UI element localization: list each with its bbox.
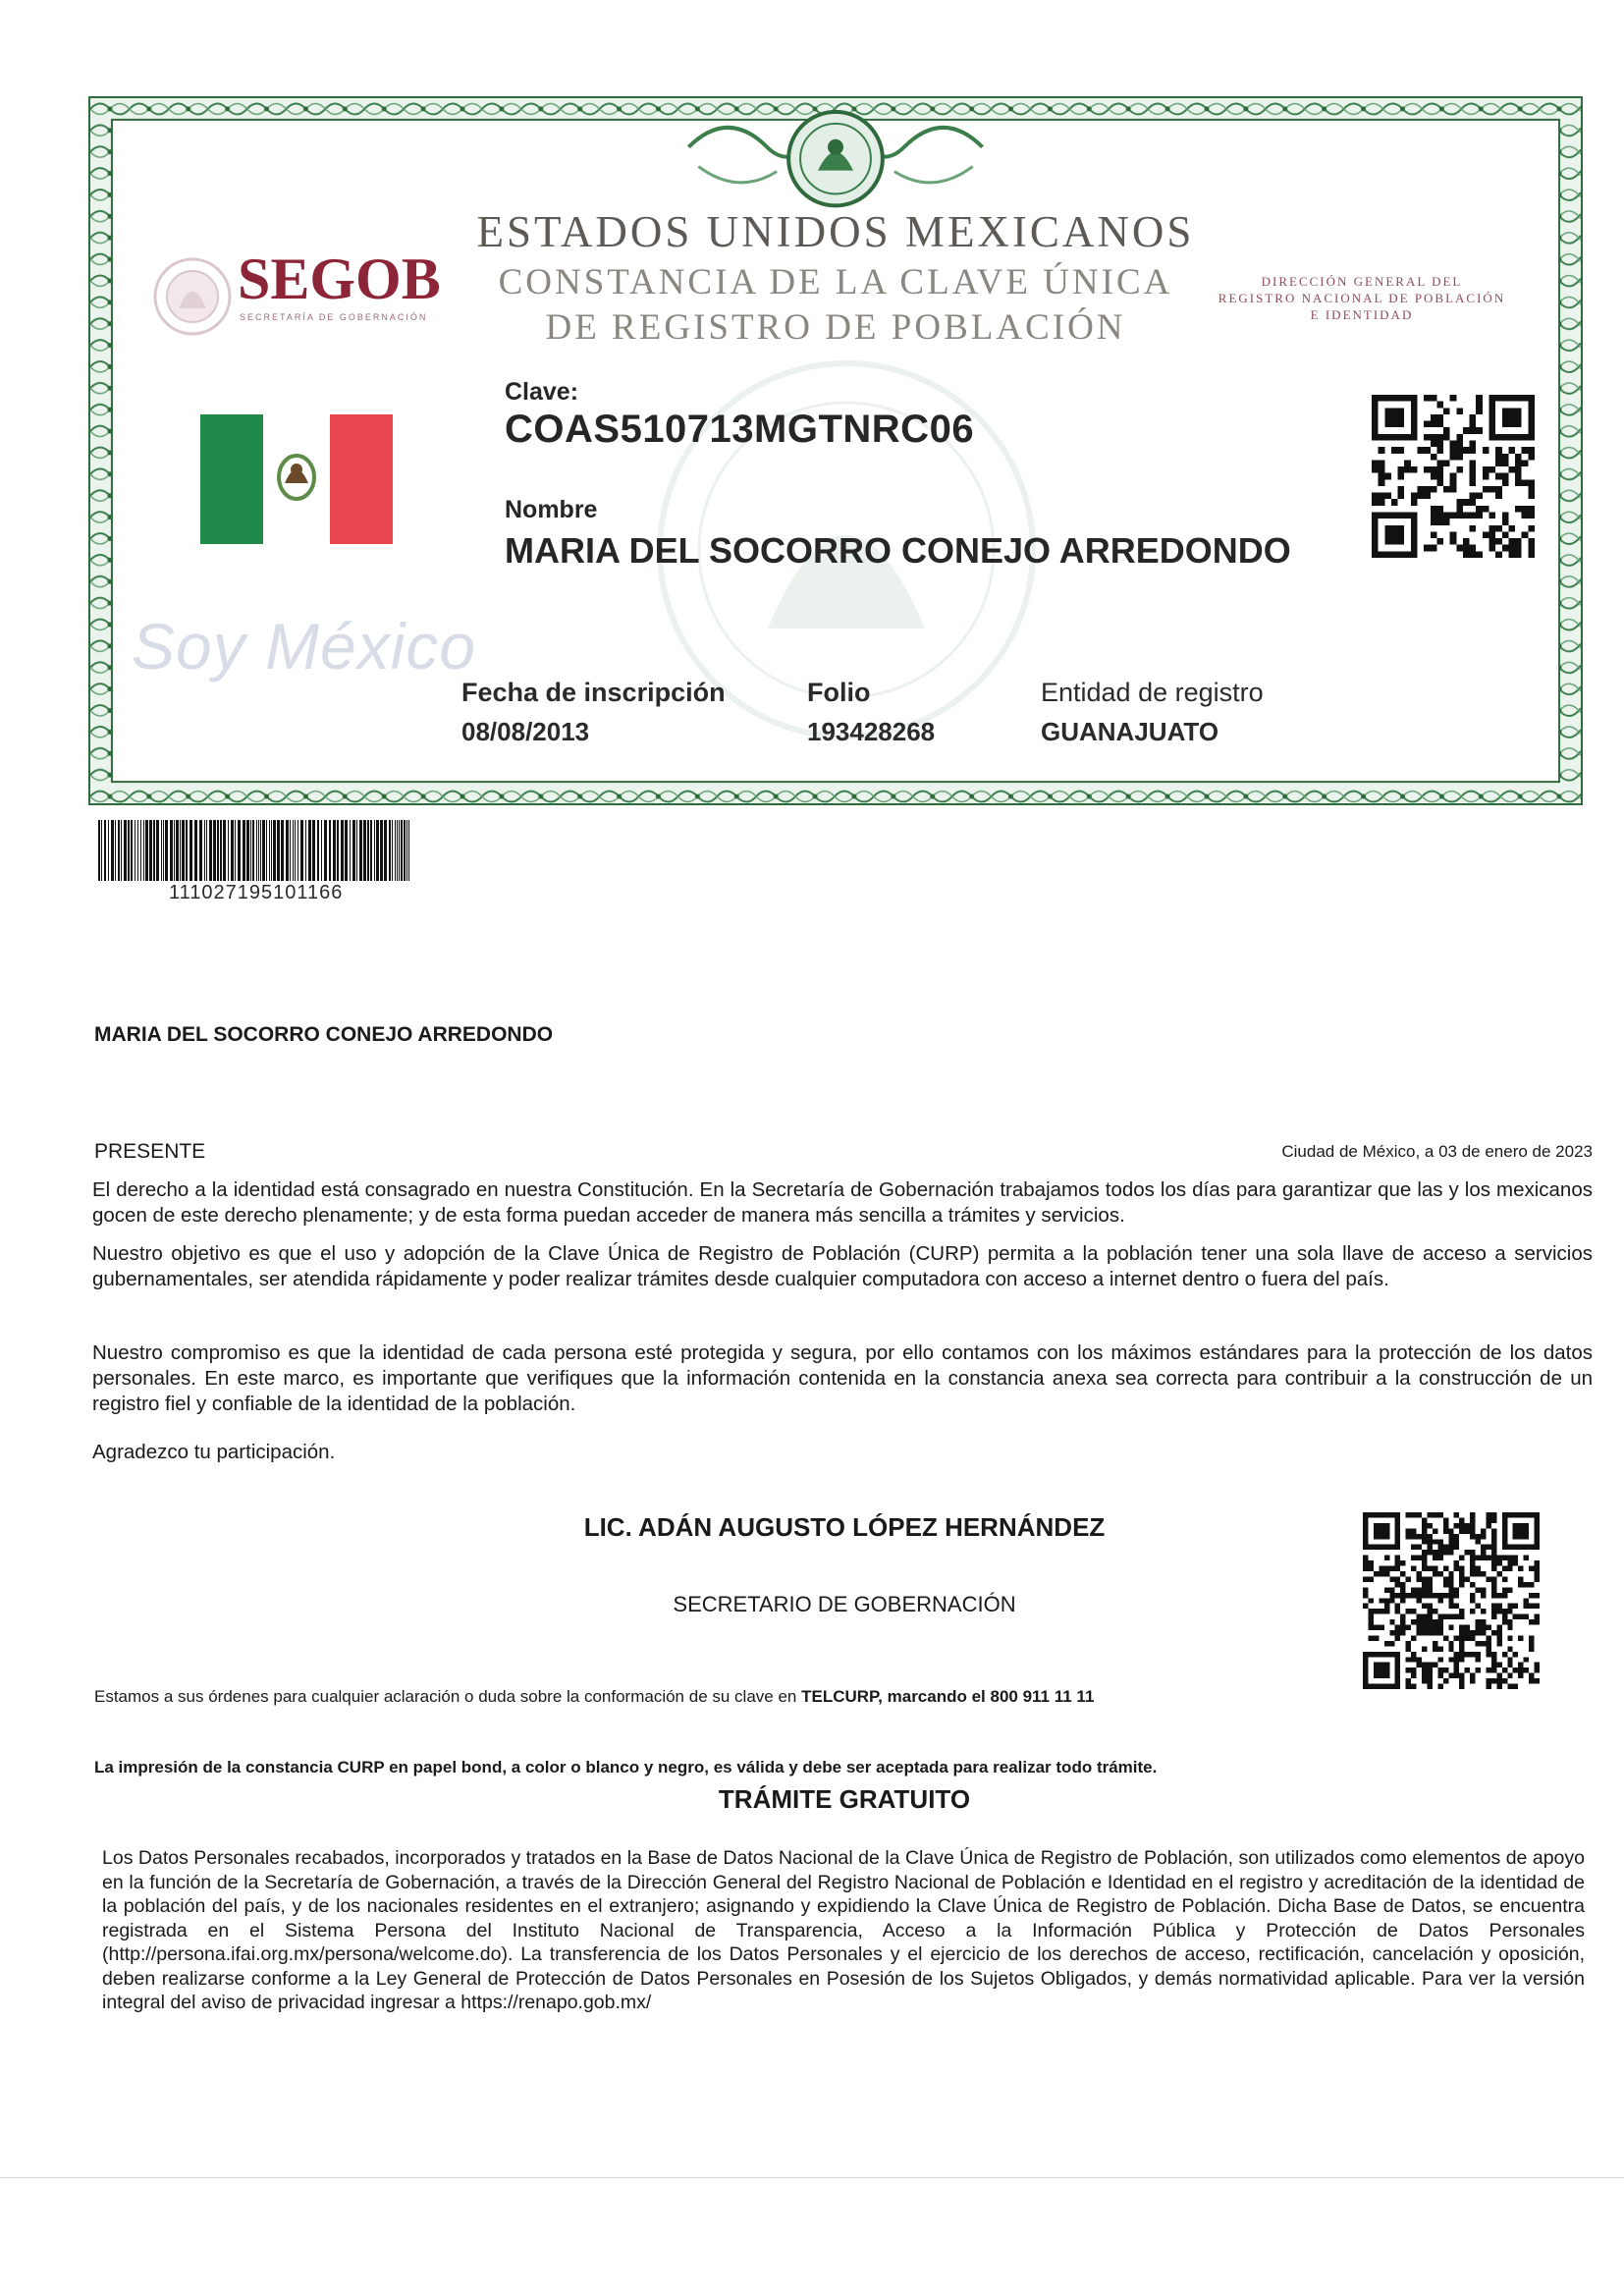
document-title-line-2: DE REGISTRO DE POBLACIÓN	[545, 307, 1126, 348]
letter-paragraph: Nuestro compromiso es que la identidad de cada persona esté protegida y segura, por ello contamos con los máximos estándares para la protección de los datos personales. En este marco, es importante que verifiques que la información contenida en la constancia anexa sea correcta para contribuir a la construcción de un registro fiel y confiable de la identidad de la población.	[92, 1341, 1593, 1415]
nombre-value: MARIA DEL SOCORRO CONEJO ARREDONDO	[505, 530, 1291, 571]
segob-logo-text: SEGOB	[238, 246, 441, 311]
barcode	[98, 820, 412, 881]
free-procedure-title: TRÁMITE GRATUITO	[718, 1784, 971, 1814]
segob-seal-icon	[149, 253, 236, 340]
fecha-inscripcion-value: 08/08/2013	[461, 717, 590, 746]
soy-mexico-watermark: Soy México	[132, 610, 477, 683]
folio-value: 193428268	[807, 717, 936, 746]
greeting: PRESENTE	[94, 1140, 206, 1163]
barcode-number: 111027195101166	[169, 882, 344, 903]
privacy-notice: Los Datos Personales recabados, incorporados y tratados en la Base de Datos Nacional de la Clave Única de Registro de Población, son utilizados como elementos de apoyo en la función de la Secretaría de Gobernación, a través de la Dirección General del Registro Nacional de Población e Identidad en el registro y acreditación de la identidad de la población del país, y de los nacionales residentes en el extranjero; asignando y expidiendo la Clave Única de Registro de Población. Dicha Base de Datos, se encuentra registrada en el Sistema Persona del Instituto Nacional de Transparencia, Acceso a la Información Pública y Protección de Datos Personales (http://persona.ifai.org.mx/persona/welcome.do). La transferencia de los Datos Personales y el ejercicio de los derechos de acceso, rectificación, cancelación y oposición, deben realizarse conforme a la Ley General de Protección de Datos Personales en Posesión de los Sujetos Obligados, y demás normatividad aplicable. Para ver la versión integral del aviso de privacidad ingresar a https://renapo.gob.mx/	[102, 1847, 1585, 2013]
signer-name: LIC. ADÁN AUGUSTO LÓPEZ HERNÁNDEZ	[583, 1512, 1106, 1542]
renapo-direction	[1205, 273, 1519, 323]
contact-text: Estamos a sus órdenes para cualquier aclaración o duda sobre la conformación de su clave en	[94, 1687, 802, 1706]
mexican-flag-icon	[200, 414, 393, 544]
qr-code-icon	[1372, 395, 1535, 558]
place-date: Ciudad de México, a 03 de enero de 2023	[1281, 1142, 1593, 1161]
folio-label: Folio	[807, 678, 871, 707]
signer-position: SECRETARIO DE GOBERNACIÓN	[673, 1592, 1016, 1616]
letter-paragraph: Nuestro objetivo es que el uso y adopción de la Clave Única de Registro de Población (CURP) permita a la población tener una sola llave de acceso a servicios gubernamentales, ser atendida rápidamente y poder realizar trámites desde cualquier computadora con acceso a internet dentro o fuera del país.	[92, 1242, 1593, 1290]
segob-subtitle: SECRETARÍA DE GOBERNACIÓN	[240, 312, 428, 322]
nombre-label: Nombre	[505, 496, 598, 523]
country-title: ESTADOS UNIDOS MEXICANOS	[476, 207, 1195, 256]
curp-certificate	[88, 96, 1583, 805]
contact-info	[94, 1687, 1094, 1707]
entidad-registro-value: GUANAJUATO	[1041, 717, 1219, 746]
divider	[0, 2177, 1624, 2178]
telcurp-phone: TELCURP, marcando el 800 911 11 11	[801, 1687, 1095, 1706]
addressee-name: MARIA DEL SOCORRO CONEJO ARREDONDO	[94, 1023, 554, 1046]
curp-value: COAS510713MGTNRC06	[505, 408, 975, 451]
closing-thanks: Agradezco tu participación.	[92, 1441, 336, 1463]
qr-code-icon	[1363, 1512, 1540, 1689]
renapo-direction-line-3: E IDENTIDAD	[1310, 307, 1414, 322]
document-title-line-1: CONSTANCIA DE LA CLAVE ÚNICA	[498, 262, 1173, 302]
clave-label: Clave:	[505, 378, 579, 406]
renapo-direction-line-1: DIRECCIÓN GENERAL DEL	[1261, 274, 1463, 289]
letter-paragraph: El derecho a la identidad está consagrado en nuestra Constitución. En la Secretaría de Gobernación trabajamos todos los días para garantizar que las y los mexicanos gocen de este derecho plenamente; y de esta forma puedan acceder de manera más sencilla a trámites y servicios.	[92, 1178, 1593, 1227]
renapo-direction-line-2: REGISTRO NACIONAL DE POBLACIÓN	[1218, 291, 1506, 305]
print-validity-note: La impresión de la constancia CURP en papel bond, a color o blanco y negro, es válida y debe ser aceptada para realizar todo trámite.	[94, 1758, 1158, 1777]
entidad-registro-label: Entidad de registro	[1041, 678, 1264, 707]
fecha-inscripcion-label: Fecha de inscripción	[461, 678, 726, 707]
